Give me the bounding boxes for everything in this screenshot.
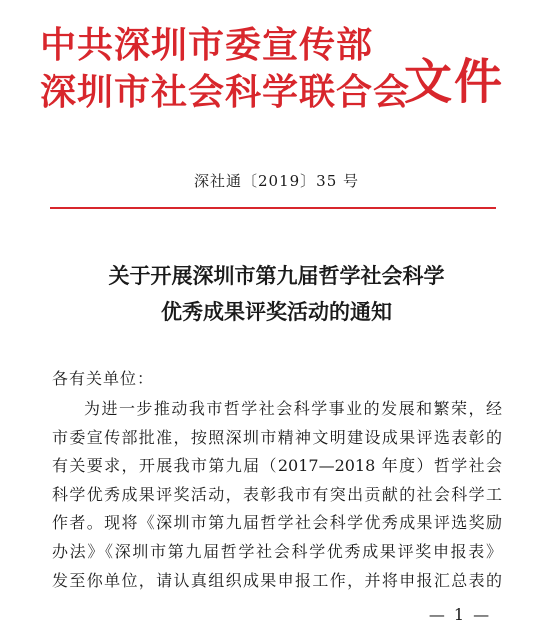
body-line: 作者。现将《深圳市第九届哲学社会科学优秀成果评选奖励 bbox=[52, 513, 502, 533]
header-divider bbox=[50, 207, 496, 209]
body-line: 市委宣传部批准，按照深圳市精神文明建设成果评选表彰的 bbox=[52, 427, 502, 447]
notice-title bbox=[0, 258, 553, 330]
title-line-2: 优秀成果评奖活动的通知 bbox=[161, 299, 392, 324]
issuer-line-1: 中共深圳市委宣传部 bbox=[40, 25, 374, 66]
issuer-line-2: 深圳市社会科学联合会 bbox=[40, 72, 411, 113]
body-line: 有关要求，开展我市第九届（2017—2018 年度）哲学社会 bbox=[52, 456, 502, 476]
body-line: 科学优秀成果评奖活动，表彰我市有突出贡献的社会科学工 bbox=[52, 484, 502, 504]
title-line-1: 关于开展深圳市第九届哲学社会科学 bbox=[108, 263, 445, 288]
body-line: 办法》《深圳市第九届哲学社会科学优秀成果评奖申报表》 bbox=[52, 541, 502, 561]
document-suffix: 文件 bbox=[404, 54, 505, 110]
body-text bbox=[52, 395, 502, 595]
page-number: — 1 — bbox=[428, 605, 492, 624]
issuer-block bbox=[40, 22, 411, 116]
body-line: 发至你单位，请认真组织成果申报工作，并将申报汇总表的 bbox=[52, 570, 502, 590]
body-line: 为进一步推动我市哲学社会科学事业的发展和繁荣，经 bbox=[84, 399, 502, 418]
document-number: 深社通〔2019〕35 号 bbox=[193, 172, 360, 190]
salutation: 各有关单位： bbox=[52, 369, 155, 388]
